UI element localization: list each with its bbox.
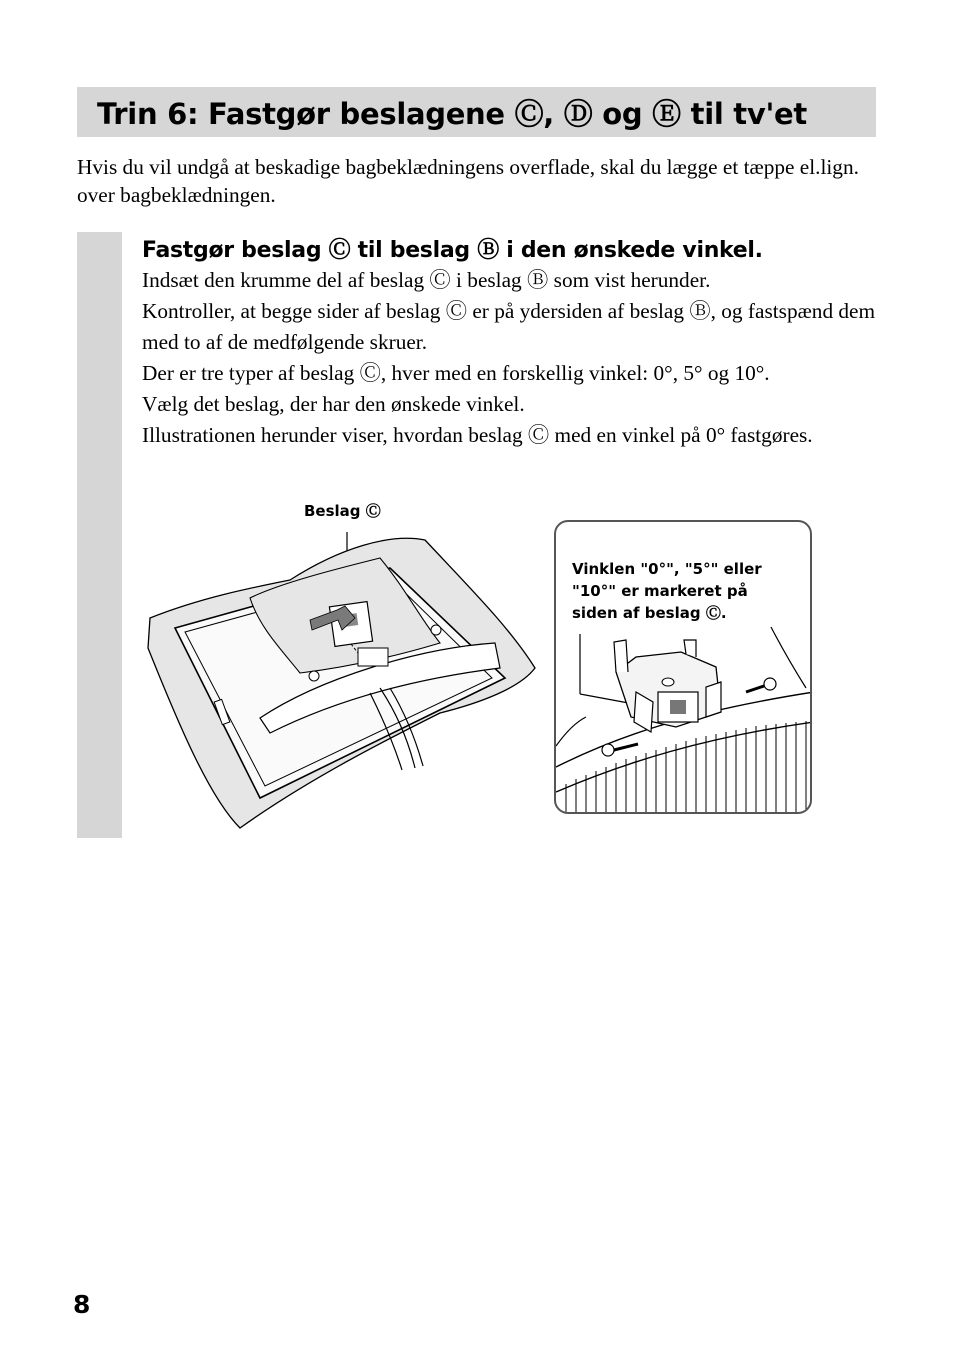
inset-detail-panel <box>554 520 812 814</box>
bracket-c-label: Beslag Ⓒ <box>304 502 381 520</box>
step-heading: Fastgør beslag Ⓒ til beslag Ⓑ i den ønskede vinkel. <box>142 238 763 263</box>
step-paragraph: Der er tre typer af beslag Ⓒ, hver med en forskellig vinkel: 0°, 5° og 10°. <box>142 361 770 385</box>
step-paragraph: Kontroller, at begge sider af beslag Ⓒ er på ydersiden af beslag Ⓑ, og fastspænd dem med to af de medfølgende skruer. <box>142 299 876 354</box>
step-side-bar <box>77 232 122 838</box>
page-number: 8 <box>73 1290 91 1319</box>
tv-back-illustration <box>140 528 540 833</box>
step-paragraph: Vælg det beslag, der har den ønskede vinkel. <box>142 392 525 416</box>
intro-paragraph: Hvis du vil undgå at beskadige bagbeklædningens overflade, skal du lægge et tæppe el.lign. over bagbeklædningen. <box>77 155 859 207</box>
inset-caption: Vinklen "0°", "5°" eller "10°" er markeret på siden af beslag Ⓒ. <box>572 560 762 622</box>
page-title: Trin 6: Fastgør beslagene Ⓒ, Ⓓ og Ⓔ til tv'et <box>97 97 807 131</box>
step-paragraph: Indsæt den krumme del af beslag Ⓒ i beslag Ⓑ som vist herunder. <box>142 268 711 292</box>
step-body <box>142 265 882 451</box>
step-paragraph: Illustrationen herunder viser, hvordan beslag Ⓒ med en vinkel på 0° fastgøres. <box>142 423 813 447</box>
